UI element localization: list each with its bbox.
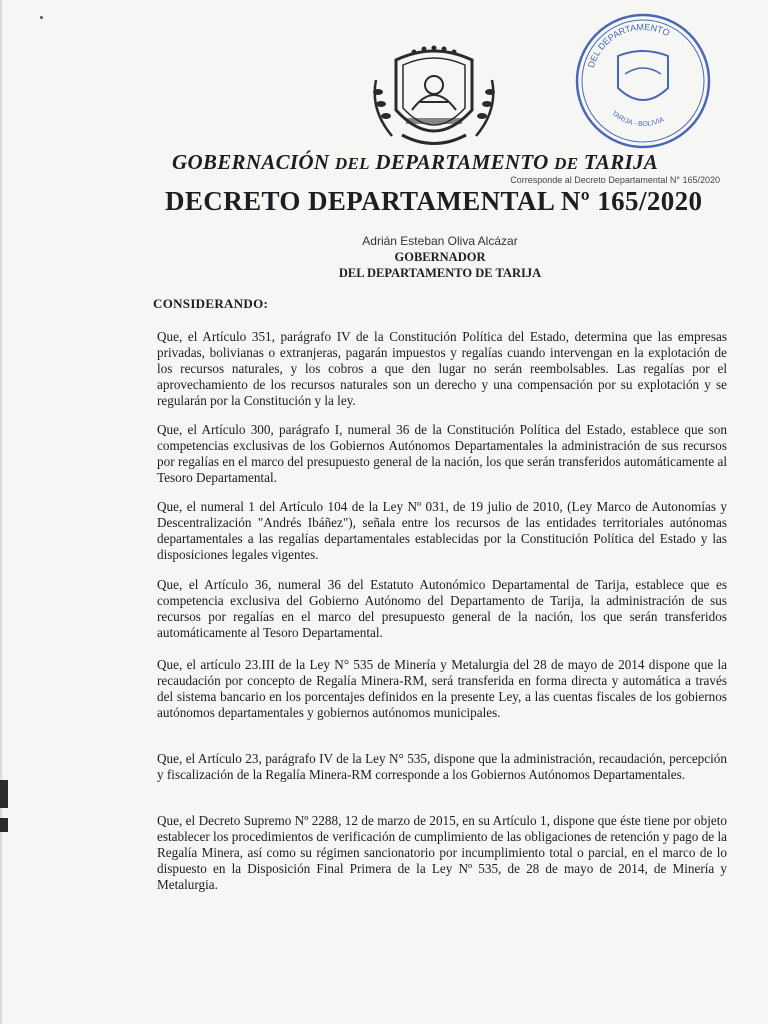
scan-speck [40, 16, 43, 19]
gov-heading-word: TARIJA [583, 150, 659, 174]
signer-role: GOBERNADOR [394, 250, 486, 264]
government-heading [172, 150, 712, 175]
considerando-paragraph: Que, el Decreto Supremo Nº 2288, 12 de marzo de 2015, en su Artículo 1, dispone que éste tiene por objeto establecer los procedimientos de verificación de cumplimiento de las obligaciones de retención y pago de la Regalía Minera, así como su régimen sancionatorio por incumplimiento total o parcial, en el marco de lo dispuesto en la Disposición Final Primera de la Ley Nº 535, de 28 de mayo de 2014, de Minería y Metalurgia. [157, 813, 727, 892]
seal-bottom-text: TARIJA - BOLIVIA [609, 109, 666, 129]
gov-heading-word: DEL [334, 154, 370, 173]
scan-edge-mark [0, 780, 8, 808]
signer-name: Adrián Esteban Oliva Alcázar [362, 234, 518, 248]
section-heading: CONSIDERANDO: [153, 296, 269, 311]
signer-department: DEL DEPARTAMENTO DE TARIJA [338, 266, 542, 280]
correspondence-note: Corresponde al Decreto Departamental N° 165/2020 [510, 175, 720, 185]
considerando-paragraph: Que, el numeral 1 del Artículo 104 de la Ley Nº 031, de 19 julio de 2010, (Ley Marco de Autonomías y Descentralización "Andrés Ibáñez"), señala entre los recursos de las entidades territoriales autónomas departamentales a las regalías departamentales establecidas por la Constitución Política del Estado y las disposiciones legales vigentes. [157, 499, 727, 562]
gov-heading-word: DEPARTAMENTO [375, 150, 549, 174]
considerando-paragraph: Que, el Artículo 300, parágrafo I, numeral 36 de la Constitución Política del Estado, establece que son competencias exclusivas de los Gobiernos Autónomos Departamentales la administración de sus recursos por regalías en el marco del presupuesto general de la nación, los que serán transferidos automáticamente al Tesoro Departamental. [157, 422, 727, 485]
gov-heading-word: DE [554, 154, 579, 173]
considerando-paragraph: Que, el Artículo 36, numeral 36 del Estatuto Autonómico Departamental de Tarija, establece que es competencia exclusiva del Gobierno Autónomo del Departamento de Tarija, la administración de sus recursos por regalías en el marco del presupuesto general de la nación, los que serán transferidos automáticamente al Tesoro Departamental. [157, 577, 727, 640]
svg-text:DEL DEPARTAMENTO [586, 22, 671, 69]
scan-edge-mark [0, 818, 8, 832]
page-edge-shadow [0, 0, 3, 1024]
considerando-paragraph: Que, el Artículo 351, parágrafo IV de la Constitución Política del Estado, determina que las empresas privadas, bolivianas o extranjeras, pagarán impuestos y regalías cuando intervengan en la explotación de los recursos naturales, y los cobros a que den lugar no serán reembolsables. Las regalías por el aprovechamiento de los recursos naturales son un derecho y una compensación por su explotación y se regularán por la Constitución y la ley. [157, 329, 727, 408]
seal-top-text: DEL DEPARTAMENTO [585, 21, 672, 69]
coat-of-arms-emblem [362, 40, 506, 158]
considerando-paragraph: Que, el artículo 23.III de la Ley N° 535 de Minería y Metalurgia del 28 de mayo de 2014 dispone que la recaudación por concepto de Regalía Minera-RM, será transferida en forma directa y automática a través del sistema bancario en los porcentajes definidos en la presente Ley, a las cuentas fiscales de los gobiernos autónomos departamentales y gobiernos autónomos municipales. [157, 657, 727, 720]
decree-title: DECRETO DEPARTAMENTAL Nº 165/2020 [165, 186, 703, 216]
gov-heading-word: GOBERNACIÓN [172, 150, 330, 174]
official-seal-stamp [570, 8, 716, 154]
considerando-paragraph: Que, el Artículo 23, parágrafo IV de la Ley N° 535, dispone que la administración, recaudación, percepción y fiscalización de la Regalía Minera-RM corresponde a los Gobiernos Autónomos Departamentales. [157, 751, 727, 782]
svg-text:TARIJA - BOLIVIA [610, 110, 666, 128]
